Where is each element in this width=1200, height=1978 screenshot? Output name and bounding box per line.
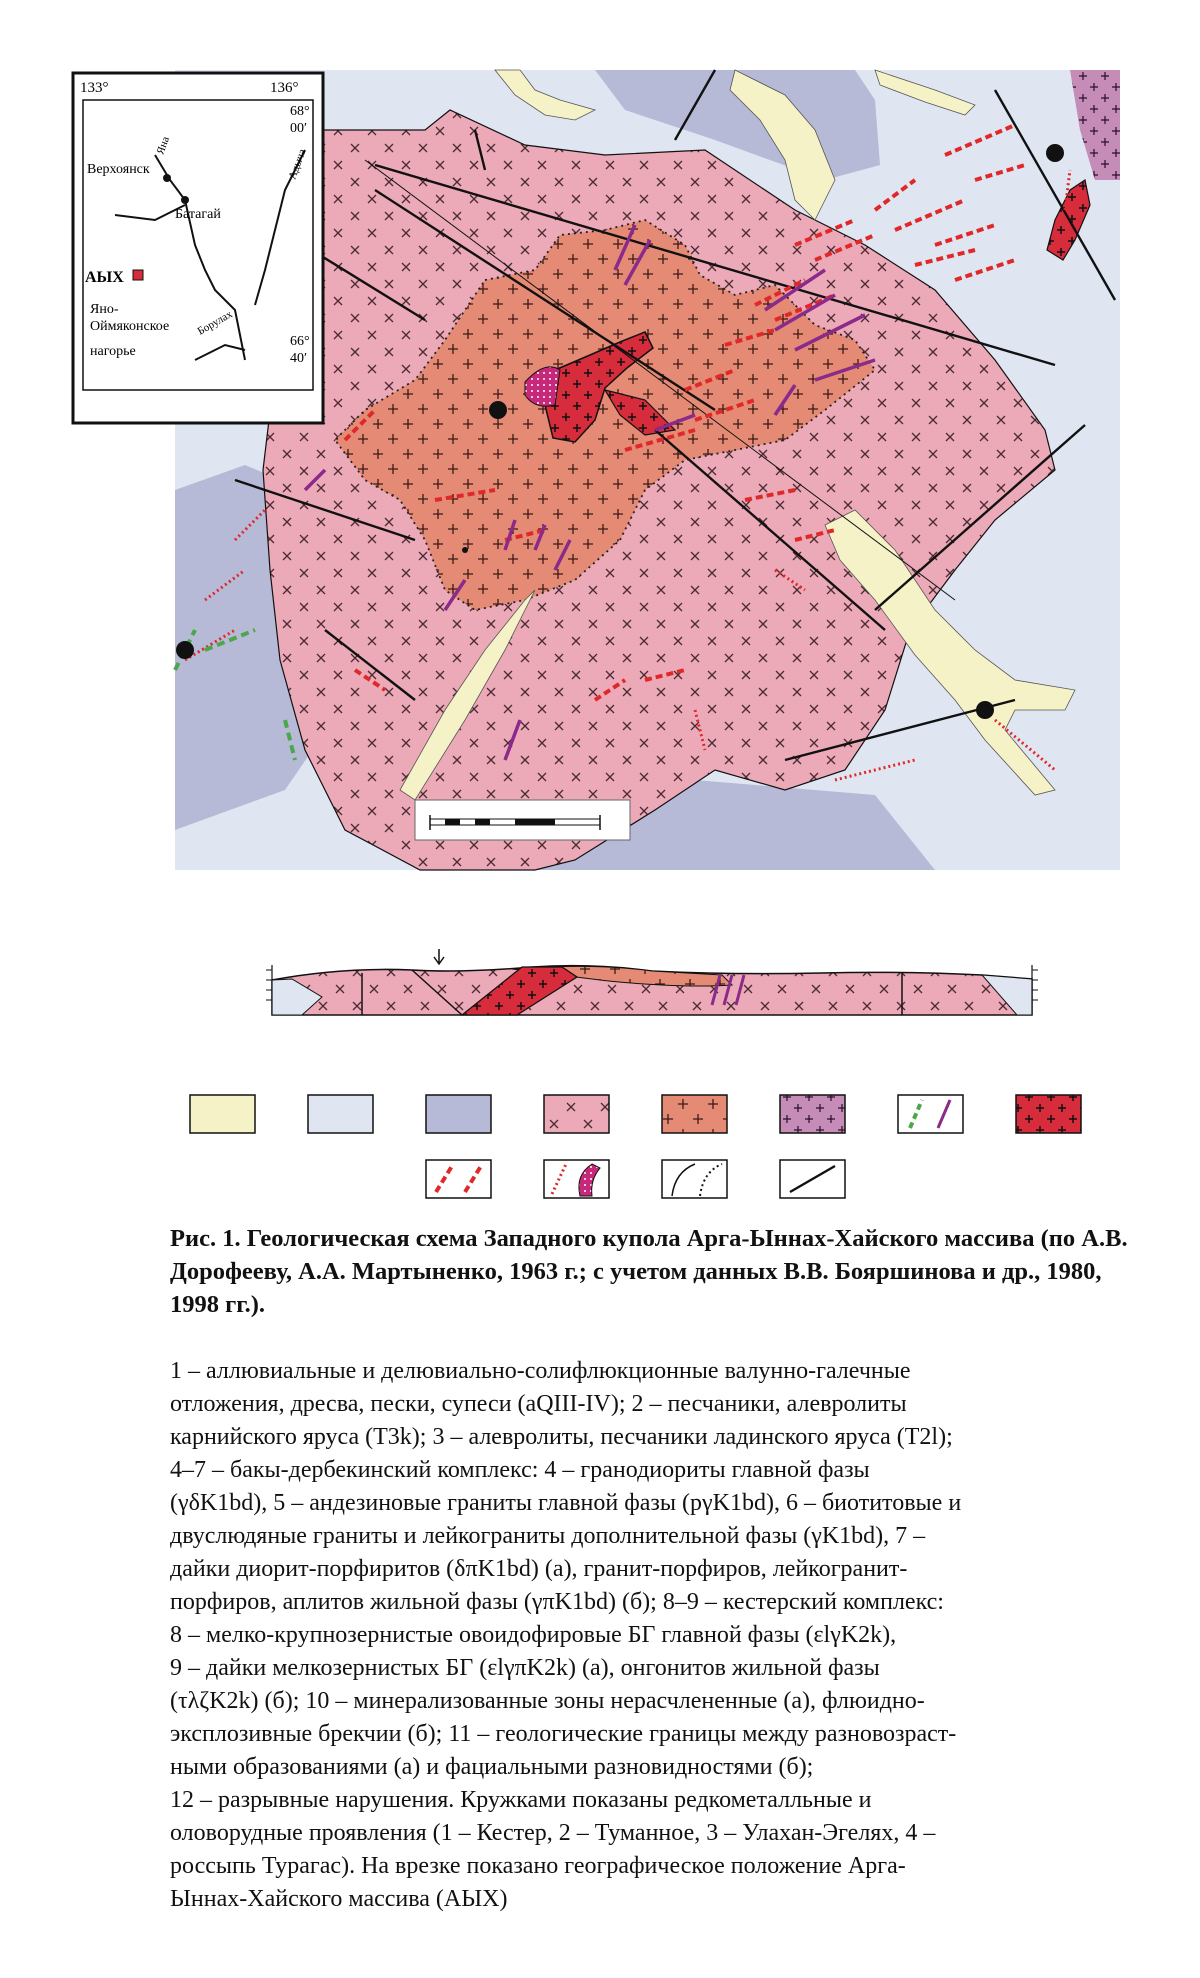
inset-verkhoyansk-marker xyxy=(163,174,171,182)
caption-line: 12 – разрывные нарушения. Кружками показаны редкометалльные и xyxy=(170,1787,872,1813)
caption-line: (τλζK2k) (б); 10 – минерализованные зоны нерасчлененные (а), флюидно- xyxy=(170,1688,925,1714)
legend-swatch-3 xyxy=(426,1095,491,1133)
legend-row-1 xyxy=(190,1095,1081,1133)
legend-swatch-11 xyxy=(662,1160,727,1198)
inset-lat-south-min: 40′ xyxy=(290,351,308,366)
legend-swatch-5 xyxy=(662,1095,727,1133)
figure-caption-title: Рис. 1. Геологическая схема Западного купола Арга-Ыннах-Хайского массива (по А.В. Дорофееву, А.А. Мартыненко, 1963 г.; с учетом данных В.В. Бояршинова и др., 1980, 1998 гг.). xyxy=(170,1225,1128,1318)
caption-line: россыпь Турагас). На врезке показано географическое положение Арга- xyxy=(170,1853,906,1879)
inset-place-verkhoyansk: Верхоянск xyxy=(87,162,150,177)
caption-line: дайки диорит-порфиритов (δπK1bd) (а), гранит-порфиров, лейкогранит- xyxy=(170,1556,908,1582)
caption-line: отложения, дресва, пески, супеси (aQIII-IV); 2 – песчаники, алевролиты xyxy=(170,1391,907,1417)
geological-map xyxy=(80,70,1120,870)
inset-lat-north-min: 00′ xyxy=(290,121,308,136)
inset-place-batagai: Батагай xyxy=(175,207,221,222)
section-arrow-icon xyxy=(434,949,444,964)
caption-line: 9 – дайки мелкозернистых БГ (εlγπK2k) (а), онгонитов жильной фазы xyxy=(170,1655,880,1681)
inset-massif-marker xyxy=(133,270,143,280)
ore-occurrence-kester xyxy=(489,401,507,419)
legend-swatch-4 xyxy=(544,1095,609,1133)
caption-line: ными образованиями (а) и фациальными разновидностями (б); xyxy=(170,1754,814,1780)
caption-line: порфиров, аплитов жильной фазы (γπK1bd) (б); 8–9 – кестерский комплекс: xyxy=(170,1589,944,1615)
legend-swatch-9 xyxy=(426,1160,491,1198)
legend-swatch-2 xyxy=(308,1095,373,1133)
inset-river-adycha-label: Адыча xyxy=(286,147,309,182)
caption-line: Ыннах-Хайского массива (АЫХ) xyxy=(170,1886,508,1912)
legend-swatch-12 xyxy=(780,1160,845,1198)
legend xyxy=(0,1080,1200,1210)
caption-line: оловорудные проявления (1 – Кестер, 2 – Туманное, 3 – Улахан-Эгелях, 4 – xyxy=(170,1820,936,1846)
caption-line: карнийского яруса (T3k); 3 – алевролиты, песчаники ладинского яруса (T2l); xyxy=(170,1424,953,1450)
inset-batagai-marker xyxy=(181,196,189,204)
caption-line: 4–7 – бакы-дербекинский комплекс: 4 – гранодиориты главной фазы xyxy=(170,1457,870,1483)
caption-line: (γδK1bd), 5 – андезиновые граниты главной фазы (рγK1bd), 6 – биотитовые и xyxy=(170,1490,962,1516)
inset-massif-code: АЫХ xyxy=(85,269,124,286)
inset-region-line2: Оймяконское xyxy=(90,319,170,334)
legend-swatch-10 xyxy=(544,1160,609,1198)
legend-swatch-8 xyxy=(1016,1095,1081,1133)
inset-region-line1: Яно- xyxy=(90,302,119,317)
ore-occurrence-ulakhan-egelyakh xyxy=(176,641,194,659)
legend-swatch-7 xyxy=(898,1095,963,1133)
caption-line: 1 – аллювиальные и делювиально-солифлюкционные валунно-галечные xyxy=(170,1358,911,1384)
inset-river-yana-label: Яна xyxy=(154,134,173,157)
inset-lat-north-deg: 68° xyxy=(290,104,310,119)
legend-swatch-1 xyxy=(190,1095,255,1133)
cross-section xyxy=(262,945,1042,1040)
caption-line: двуслюдяные граниты и лейкограниты дополнительной фазы (γK1bd), 7 – xyxy=(170,1523,926,1549)
inset-lat-south-deg: 66° xyxy=(290,334,310,349)
inset-river-borulakh-label: Борулах xyxy=(195,308,235,338)
point-marker xyxy=(462,547,468,553)
figure-caption-text xyxy=(170,1355,1130,1916)
legend-swatch-6 xyxy=(780,1095,845,1133)
inset-lon-east: 136° xyxy=(270,80,299,96)
caption-line: эксплозивные брекчии (б); 11 – геологические границы между разновозраст- xyxy=(170,1721,957,1747)
ore-occurrence-turagas xyxy=(976,701,994,719)
inset-region-line3: нагорье xyxy=(90,344,136,359)
caption-line: 8 – мелко-крупнозернистые овоидофировые БГ главной фазы (εlγK2k), xyxy=(170,1622,897,1648)
inset-map xyxy=(73,73,323,423)
ore-occurrence-tumannoe xyxy=(1046,144,1064,162)
inset-lon-west: 133° xyxy=(80,80,109,96)
legend-row-2 xyxy=(426,1160,845,1198)
